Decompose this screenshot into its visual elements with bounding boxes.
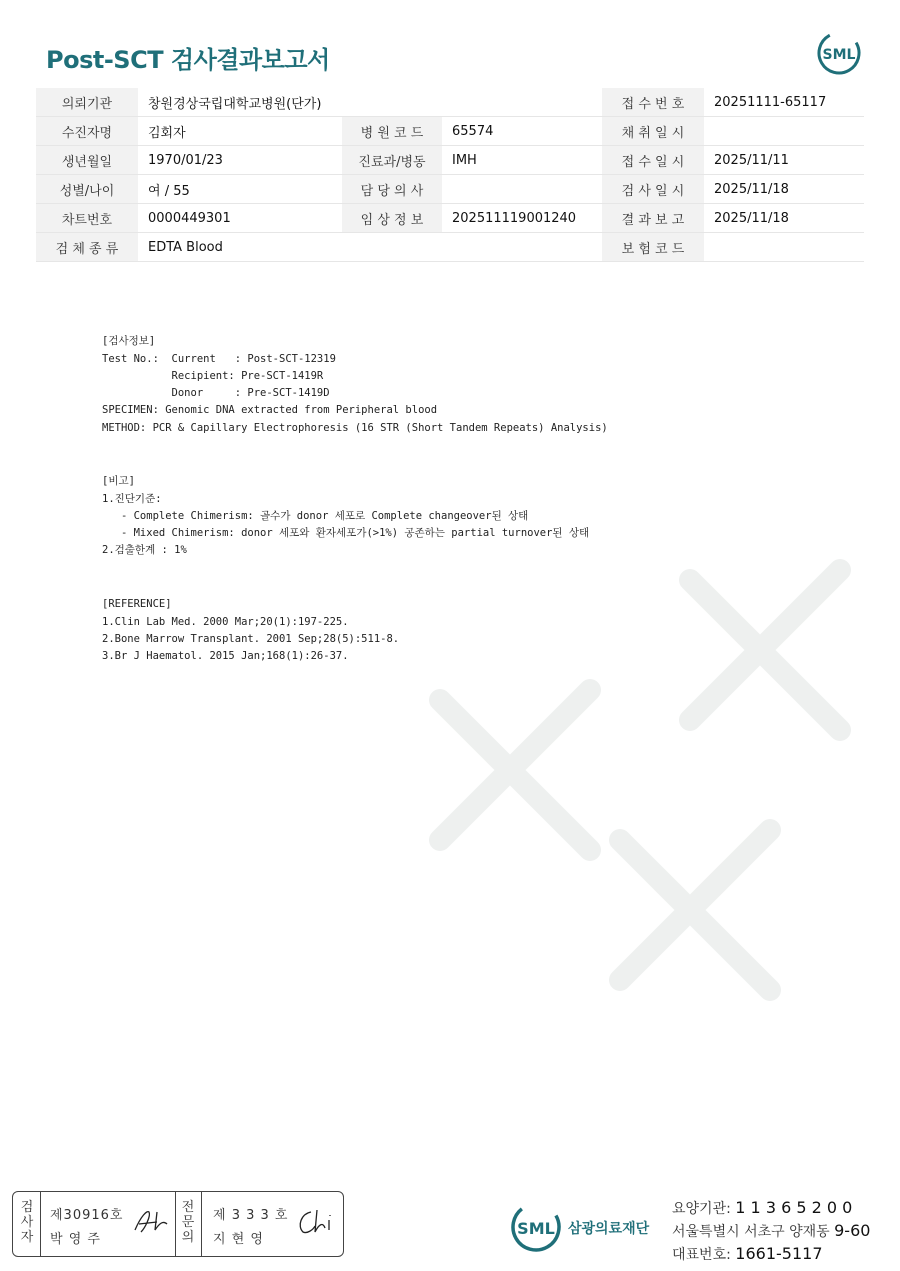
test-info-line: Test No.: Current : Post-SCT-12319 [102, 352, 336, 365]
institution-code-label: 요양기관: [672, 1201, 731, 1217]
test-info-line: Donor : Pre-SCT-1419D [102, 387, 330, 400]
info-label: 생년월일 [36, 146, 138, 175]
watermark-pattern [360, 540, 900, 1060]
phone [672, 1244, 823, 1264]
foundation-name: 삼광의료재단 [568, 1221, 650, 1237]
remarks-line: - Complete Chimerism: 골수가 donor 세포로 Complete changeover된 상태 [102, 509, 529, 522]
institution-code [672, 1198, 852, 1218]
info-value: 65574 [442, 117, 602, 146]
reference-line: 3.Br J Haematol. 2015 Jan;168(1):26-37. [102, 650, 349, 663]
info-row [36, 146, 864, 175]
info-label: 담 당 의 사 [342, 175, 442, 204]
info-value: 20251111-65117 [704, 88, 864, 117]
info-empty [442, 88, 602, 117]
reference-section [102, 579, 399, 683]
signature-box [12, 1191, 344, 1257]
address-text: 서울특별시 서초구 양재동 [672, 1224, 830, 1240]
specialist-signature [295, 1206, 339, 1238]
info-label: 검 체 종 류 [36, 233, 138, 262]
info-label: 접 수 일 시 [602, 146, 704, 175]
info-row [36, 233, 864, 262]
remarks-line: 1.진단기준: [102, 492, 162, 505]
examiner-signature [131, 1206, 173, 1236]
info-label: 보 험 코 드 [602, 233, 704, 262]
info-label: 임 상 정 보 [342, 204, 442, 233]
info-value [442, 175, 602, 204]
info-label: 병 원 코 드 [342, 117, 442, 146]
info-value [704, 233, 864, 262]
remarks-line: - Mixed Chimerism: donor 세포와 환자세포가(>1%) 공존하는 partial turnover된 상태 [102, 527, 590, 540]
address-number: 9-60 [834, 1221, 871, 1240]
info-label: 차트번호 [36, 204, 138, 233]
info-value: 1970/01/23 [138, 146, 342, 175]
remarks-line: 2.검출한계 : 1% [102, 544, 187, 557]
info-label: 의뢰기관 [36, 88, 138, 117]
info-value: 2025/11/18 [704, 204, 864, 233]
specialist-name: 지 현 영 [213, 1232, 264, 1247]
specialist-label: 전 문 의 [181, 1200, 195, 1245]
info-row [36, 175, 864, 204]
info-value: 여 / 55 [138, 175, 342, 204]
info-value: 0000449301 [138, 204, 342, 233]
info-value: EDTA Blood [138, 233, 342, 262]
info-empty [442, 233, 602, 262]
reference-heading: [REFERENCE] [102, 598, 172, 611]
info-value: 창원경상국립대학교병원(단가) [138, 88, 342, 117]
info-row [36, 204, 864, 233]
info-empty [342, 88, 442, 117]
specialist-license-no: 제 3 3 3 호 [213, 1208, 289, 1223]
test-info-line: METHOD: PCR & Capillary Electrophoresis (16 STR (Short Tandem Repeats) Analysis) [102, 421, 608, 434]
examiner-license-no: 제30916호 [50, 1208, 124, 1223]
footer-logo-text: SML [517, 1219, 555, 1238]
info-label: 수진자명 [36, 117, 138, 146]
info-row [36, 88, 864, 117]
phone-value: 1661-5117 [735, 1244, 823, 1263]
patient-info-table [36, 88, 864, 262]
info-value: 2025/11/11 [704, 146, 864, 175]
sml-logo [816, 30, 862, 76]
info-label: 검 사 일 시 [602, 175, 704, 204]
phone-label: 대표번호: [672, 1247, 731, 1263]
address [672, 1221, 870, 1241]
institution-code-value: 1 1 3 6 5 2 0 0 [735, 1198, 853, 1217]
test-info-heading: [검사정보] [102, 335, 156, 348]
info-label: 진료과/병동 [342, 146, 442, 175]
info-value: 2025/11/18 [704, 175, 864, 204]
info-label: 결 과 보 고 [602, 204, 704, 233]
logo-text: SML [822, 47, 856, 63]
sml-footer-logo [510, 1201, 562, 1253]
info-empty [342, 233, 442, 262]
info-value: IMH [442, 146, 602, 175]
reference-line: 2.Bone Marrow Transplant. 2001 Sep;28(5):511-8. [102, 632, 400, 645]
report-title: Post-SCT 검사결과보고서 [46, 46, 330, 74]
remarks-heading: [비고] [102, 475, 135, 488]
info-value [704, 117, 864, 146]
info-value: 김회자 [138, 117, 342, 146]
examiner-name: 박 영 주 [50, 1232, 101, 1247]
examiner-label: 검 사 자 [20, 1200, 34, 1245]
info-row [36, 117, 864, 146]
test-info-line: SPECIMEN: Genomic DNA extracted from Peripheral blood [102, 404, 438, 417]
test-info-line: Recipient: Pre-SCT-1419R [102, 369, 324, 382]
info-label: 접 수 번 호 [602, 88, 704, 117]
test-info-section [102, 316, 608, 454]
reference-line: 1.Clin Lab Med. 2000 Mar;20(1):197-225. [102, 615, 349, 628]
info-value: 202511119001240 [442, 204, 602, 233]
remarks-section [102, 456, 589, 577]
info-label: 채 취 일 시 [602, 117, 704, 146]
info-label: 성별/나이 [36, 175, 138, 204]
